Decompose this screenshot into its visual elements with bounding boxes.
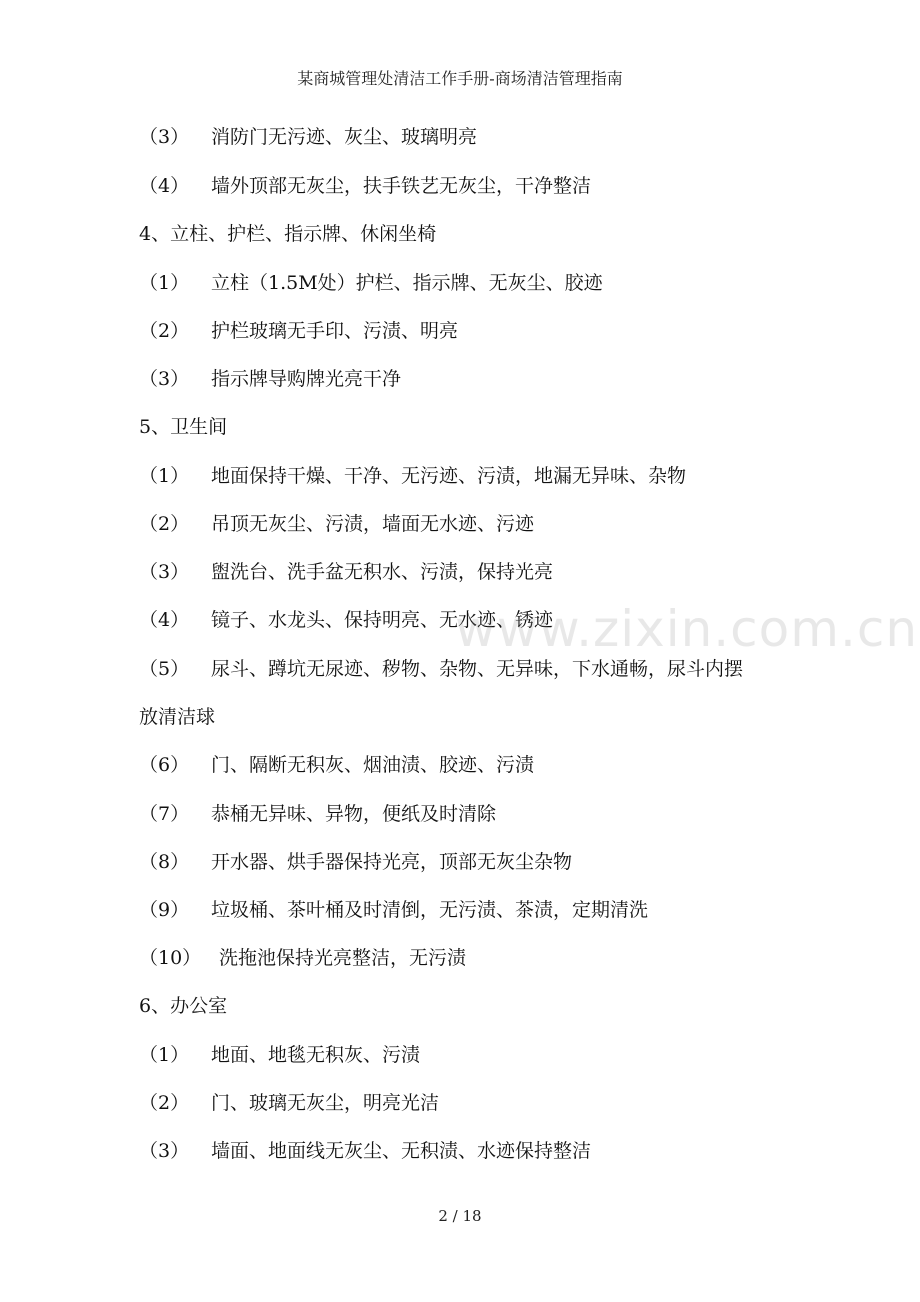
list-item	[139, 509, 534, 536]
item-text: 地面保持干燥、干净、无污迹、污渍，地漏无异味、杂物	[211, 465, 687, 487]
list-item	[139, 895, 648, 922]
item-text: 墙外顶部无灰尘，扶手铁艺无灰尘，干净整洁	[211, 175, 592, 197]
list-item	[139, 461, 686, 488]
item-number: （3）	[139, 1140, 190, 1162]
item-text: 盥洗台、洗手盆无积水、污渍，保持光亮	[211, 561, 554, 583]
list-item	[139, 943, 466, 970]
item-text: 立柱（1.5M处）护栏、指示牌、无灰尘、胶迹	[211, 272, 603, 294]
list-item	[139, 171, 591, 198]
item-text: 恭桶无异味、异物，便纸及时清除	[211, 803, 497, 825]
list-item	[139, 1136, 591, 1163]
item-number: （5）	[139, 658, 190, 680]
item-number: （8）	[139, 851, 190, 873]
page-number: 2 / 18	[438, 1207, 482, 1225]
item-number: （3）	[139, 368, 190, 390]
item-number: （9）	[139, 899, 190, 921]
section-heading: 4、立柱、护栏、指示牌、休闲坐椅	[139, 223, 437, 245]
page-header: 某商城管理处清洁工作手册-商场清洁管理指南	[297, 69, 623, 88]
item-number: （2）	[139, 513, 190, 535]
item-text: 开水器、烘手器保持光亮，顶部无灰尘杂物	[211, 851, 573, 873]
list-item	[139, 799, 496, 826]
item-number: （3）	[139, 126, 190, 148]
list-item	[139, 268, 603, 295]
list-item	[139, 1088, 439, 1115]
list-item	[139, 847, 572, 874]
item-number: （1）	[139, 1044, 190, 1066]
item-text: 指示牌导购牌光亮干净	[211, 368, 402, 390]
item-number: （2）	[139, 320, 190, 342]
item-number: （1）	[139, 272, 190, 294]
section-heading: 5、卫生间	[139, 416, 228, 438]
item-text: 尿斗、蹲坑无尿迹、秽物、杂物、无异味，下水通畅，尿斗内摆	[211, 658, 744, 680]
list-item	[139, 122, 477, 149]
list-item	[139, 557, 553, 584]
item-number: （10）	[139, 947, 202, 969]
item-number: （6）	[139, 754, 190, 776]
item-number: （3）	[139, 561, 190, 583]
list-item	[139, 654, 743, 681]
item-text: 门、隔断无积灰、烟油渍、胶迹、污渍	[211, 754, 535, 776]
item-text: 墙面、地面线无灰尘、无积渍、水迹保持整洁	[211, 1140, 592, 1162]
item-text: 消防门无污迹、灰尘、玻璃明亮	[211, 126, 478, 148]
item-number: （1）	[139, 465, 190, 487]
item-text: 镜子、水龙头、保持明亮、无水迹、锈迹	[211, 609, 554, 631]
item-text: 地面、地毯无积灰、污渍	[211, 1044, 421, 1066]
item-number: （4）	[139, 609, 190, 631]
item-text: 吊顶无灰尘、污渍，墙面无水迹、污迹	[211, 513, 535, 535]
list-item	[139, 364, 401, 391]
item-text: 护栏玻璃无手印、污渍、明亮	[211, 320, 459, 342]
section-heading: 6、办公室	[139, 995, 228, 1017]
list-item	[139, 316, 458, 343]
continuation-line: 放清洁球	[139, 706, 216, 728]
watermark: www.zixin.com.cn	[455, 600, 919, 658]
list-item	[139, 750, 534, 777]
item-number: （2）	[139, 1092, 190, 1114]
item-number: （4）	[139, 175, 190, 197]
item-text: 洗拖池保持光亮整洁，无污渍	[219, 947, 467, 969]
item-text: 门、玻璃无灰尘，明亮光洁	[211, 1092, 440, 1114]
item-number: （7）	[139, 803, 190, 825]
list-item	[139, 1040, 420, 1067]
item-text: 垃圾桶、茶叶桶及时清倒，无污渍、茶渍，定期清洗	[211, 899, 649, 921]
